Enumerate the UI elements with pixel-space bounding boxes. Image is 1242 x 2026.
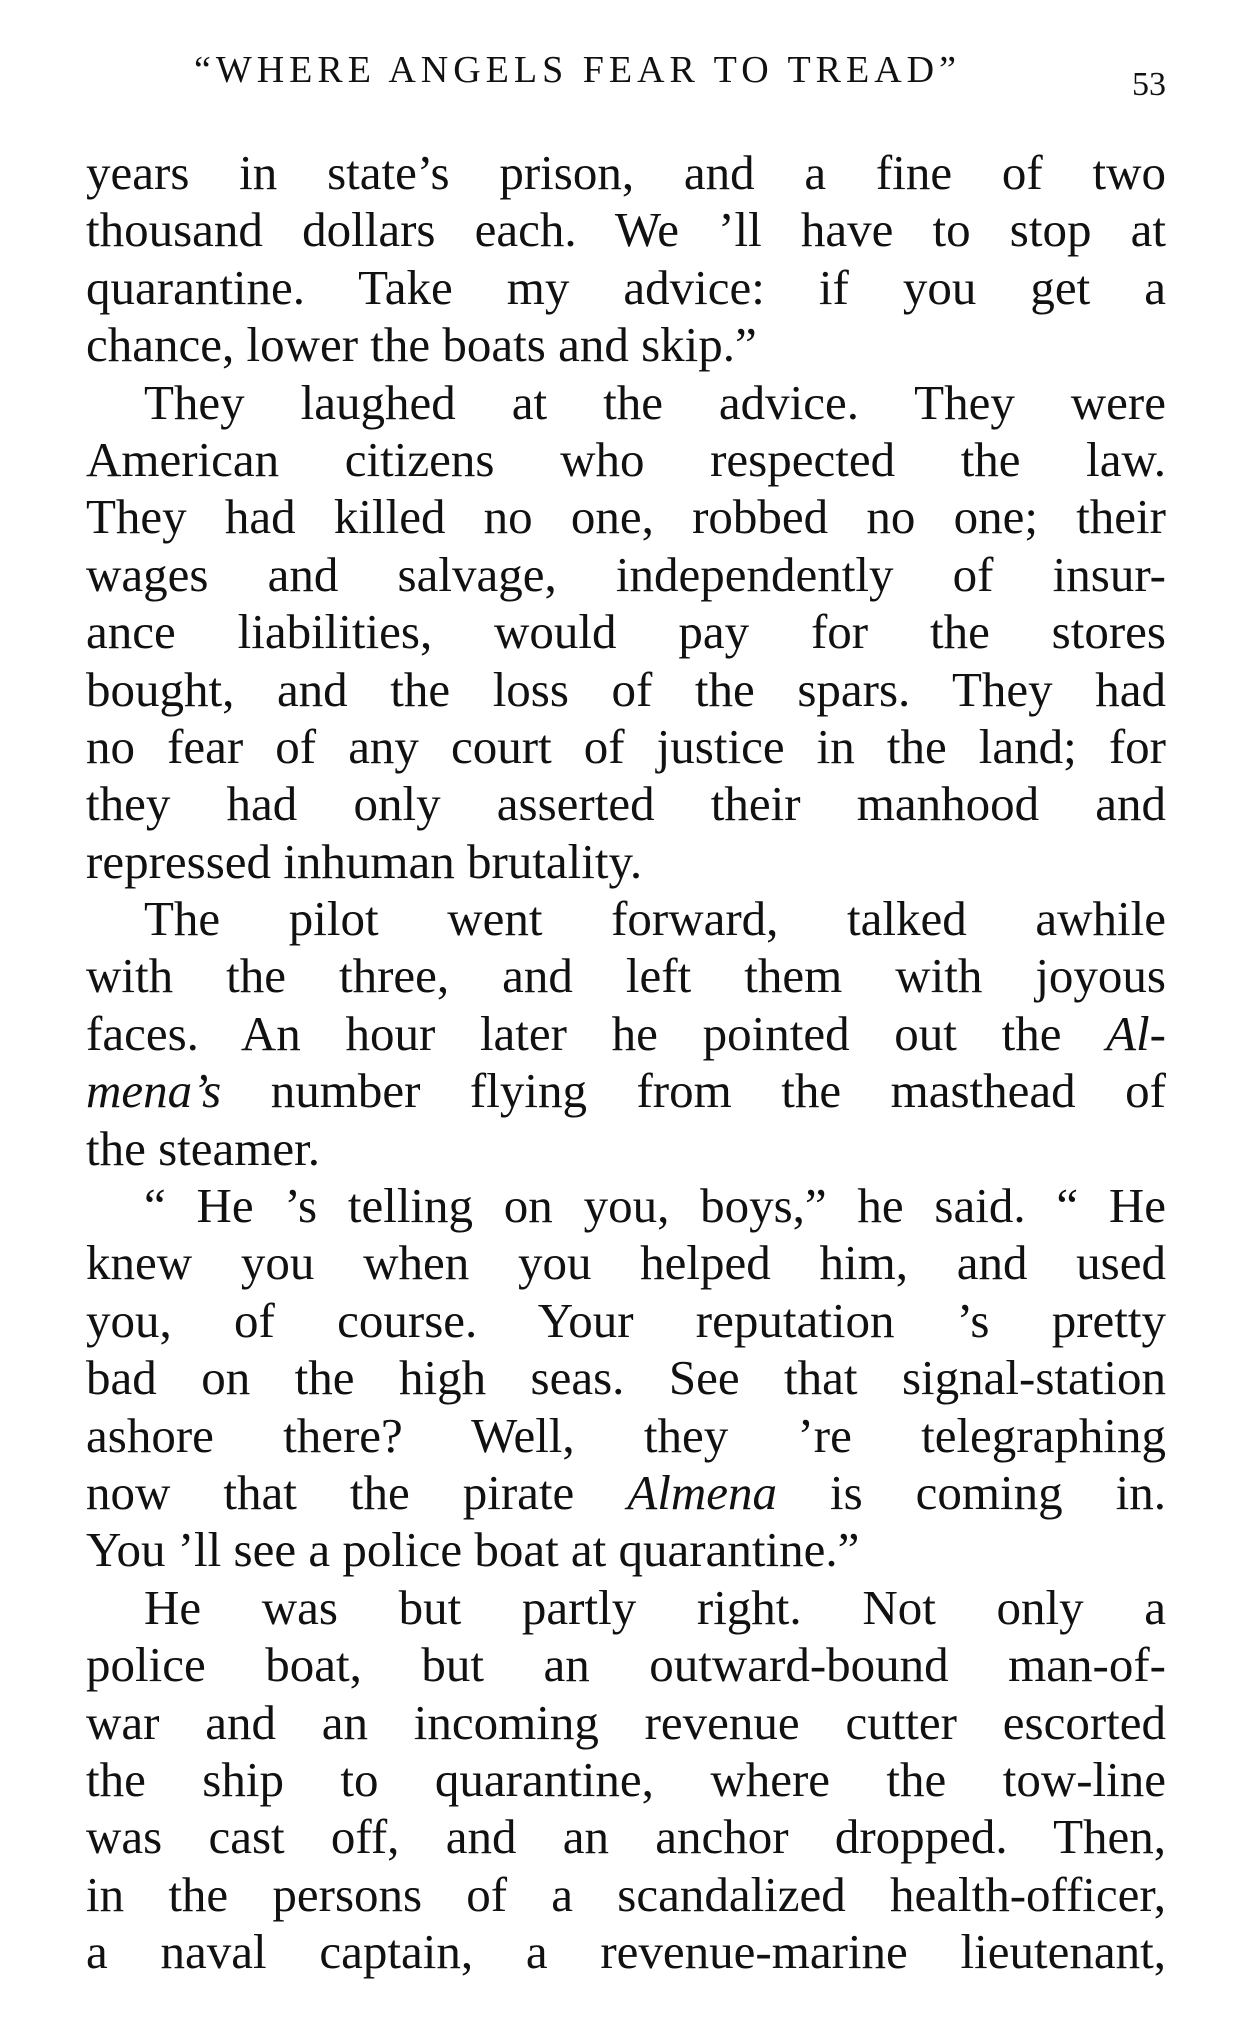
text-line: they had only asserted their manhood and [86,776,1166,832]
text-line: repressed inhuman brutality. [86,833,643,889]
text-run: is coming in. [776,1464,1166,1520]
text-line: bad on the high seas. See that signal-station [86,1350,1166,1406]
text-line: You ’ll see a police boat at quarantine.” [86,1522,860,1578]
ship-name-italic: mena’s [86,1063,222,1119]
text-line [86,1005,1166,1062]
text-line: bought, and the loss of the spars. They had [86,661,1166,717]
ship-name-italic: Al- [1106,1005,1166,1061]
text-line: a naval captain, a revenue-marine lieutenant, [86,1924,1166,1980]
text-line: wages and salvage, independently of insur- [86,546,1166,602]
text-line: quarantine. Take my advice: if you get a [86,259,1166,315]
text-line: was cast off, and an anchor dropped. Then, [86,1809,1166,1865]
text-line: the steamer. [86,1120,321,1176]
page-number: 53 [1132,66,1166,103]
text-line: war and an incoming revenue cutter escorted [86,1694,1166,1750]
text-line: chance, lower the boats and skip.” [86,317,757,373]
text-line: years in state’s prison, and a fine of two [86,145,1166,200]
text-line: police boat, but an outward-bound man-of- [86,1637,1166,1693]
text-line: The pilot went forward, talked awhile [144,891,1166,947]
text-line: American citizens who respected the law. [86,431,1166,487]
text-line: They laughed at the advice. They were [144,374,1166,430]
text-line [86,1062,1166,1119]
text-line: the ship to quarantine, where the tow-line [86,1751,1166,1807]
text-line: with the three, and left them with joyous [86,948,1166,1004]
running-head [86,42,1166,102]
running-title: “WHERE ANGELS FEAR TO TREAD” [194,49,961,91]
text-line: knew you when you helped him, and used [86,1235,1166,1291]
text-run: now that the pirate [86,1464,628,1520]
text-line: ashore there? Well, they ’re telegraphing [86,1407,1166,1463]
text-line: “ He ’s telling on you, boys,” he said. “ He [144,1178,1166,1234]
text-line: ance liabilities, would pay for the stores [86,604,1166,660]
text-line: They had killed no one, robbed no one; their [86,489,1166,545]
body-text [86,144,1166,1981]
text-line [86,1464,1166,1521]
text-run: faces. An hour later he pointed out the [86,1005,1107,1061]
text-line: He was but partly right. Not only a [144,1579,1166,1635]
text-line: in the persons of a scandalized health-officer, [86,1866,1166,1922]
text-line: you, of course. Your reputation ’s pretty [86,1292,1166,1348]
text-run: number flying from the masthead of [221,1063,1166,1119]
text-line: thousand dollars each. We ’ll have to stop at [86,202,1166,258]
ship-name-italic: Almena [627,1464,777,1520]
text-line: no fear of any court of justice in the land; for [86,718,1166,774]
